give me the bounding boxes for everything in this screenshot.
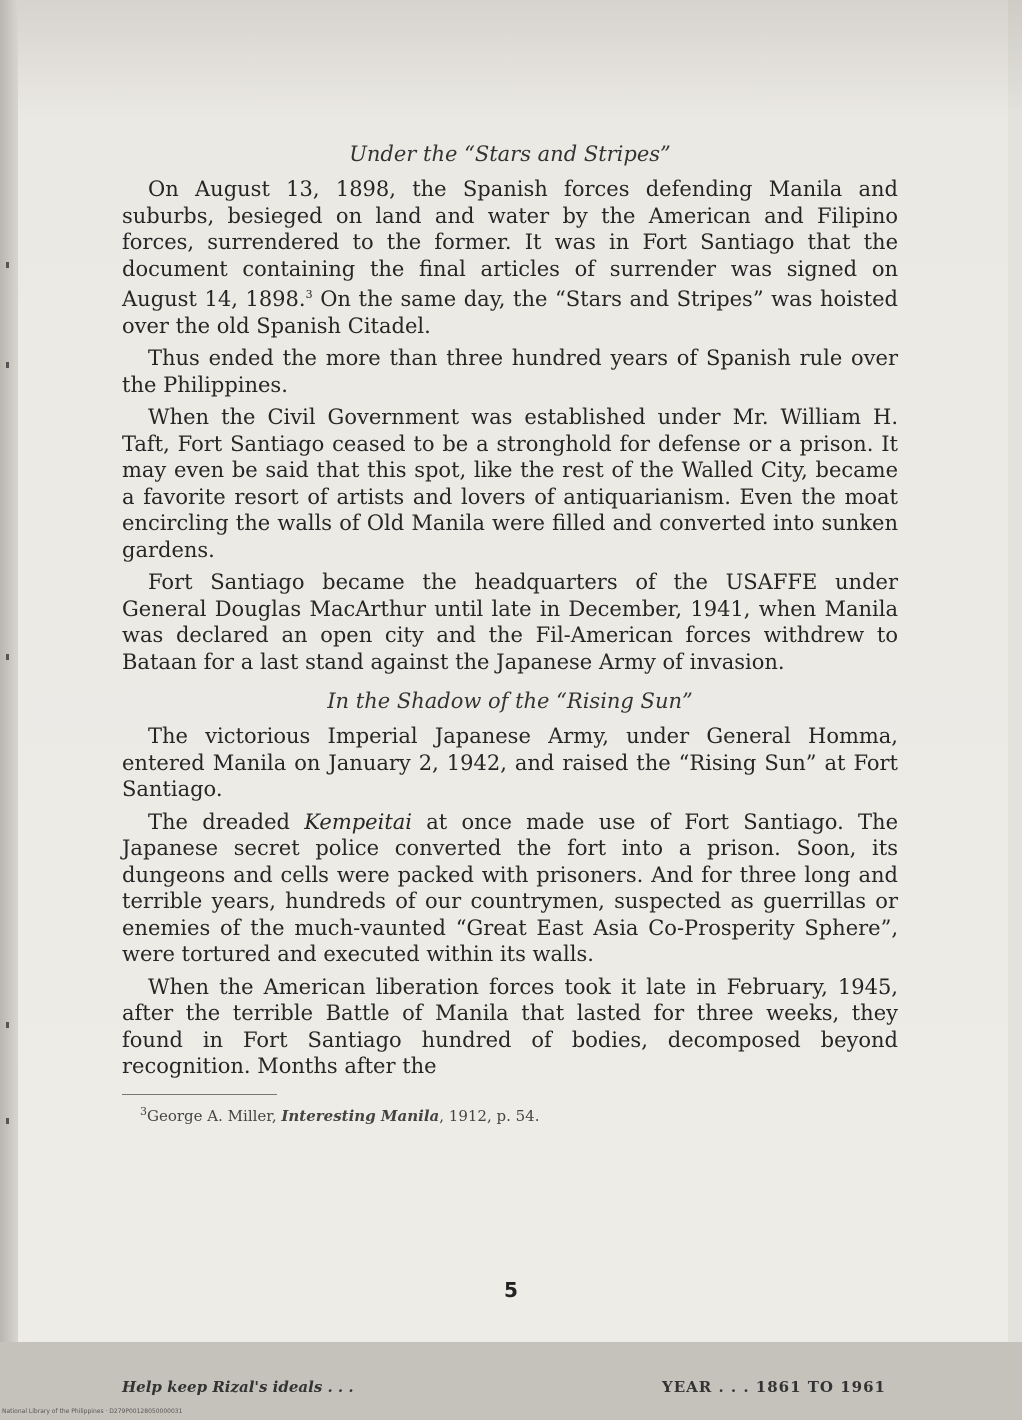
- footer-years: YEAR . . . 1861 TO 1961: [662, 1378, 886, 1396]
- paragraph-japanese-entry: The victorious Imperial Japanese Army, under General Homma, entered Manila on January 2, 1942, and raised the “Rising Sun” at Fort Santiago.: [122, 724, 898, 801]
- page-binding-edge: [0, 0, 18, 1420]
- page-number: 5: [504, 1278, 518, 1302]
- margin-mark: [6, 362, 9, 368]
- footnote-details: , 1912, p. 54.: [439, 1106, 540, 1125]
- section-heading-rising-sun: In the Shadow of the “Rising Sun”: [327, 689, 693, 713]
- paragraph-civil-government: When the Civil Government was established under Mr. William H. Taft, Fort Santiago ceased to be a stronghold for defense or a prison. It may even be said that this spot, like the rest of the Walled City, became a favorite resort of artists and lovers of antiquarianism. Even the moat encircling the walls of Old Manila were filled and converted into sunken gardens.: [122, 405, 898, 562]
- paragraph-usaffe: Fort Santiago became the headquarters of the USAFFE under General Douglas MacArthur until late in December, 1941, when Manila was declared an open city and the Fil-American forces withdrew to Bataan for a last stand against the Japanese Army of invasion.: [122, 570, 898, 674]
- paragraph-surrender: [122, 176, 898, 339]
- paragraph-kempeitai: [122, 809, 898, 968]
- scan-credit: National Library of the Philippines · D279P00128050000031: [2, 1408, 183, 1415]
- margin-mark: [6, 262, 9, 268]
- footnote-author: George A. Miller,: [147, 1106, 282, 1125]
- footer-slogan: Help keep Rizal's ideals . . .: [122, 1378, 354, 1396]
- footnote-title: Interesting Manila: [281, 1106, 440, 1125]
- emphasis-kempeitai: Kempeitai: [304, 809, 412, 834]
- footnote-divider: [122, 1094, 277, 1095]
- footnote-marker: 3: [140, 1104, 147, 1118]
- paragraph-end-spanish-rule: Thus ended the more than three hundred years of Spanish rule over the Philippines.: [122, 346, 898, 397]
- page-content: [122, 142, 898, 1125]
- paragraph-text: The dreaded: [148, 809, 305, 834]
- footnote: [122, 1105, 898, 1125]
- paragraph-text: at once made use of Fort Santiago. The Japanese secret police converted the fort into a prison. Soon, its dungeons and cells were packed with prisoners. And for three long and terrible years, hundreds of our countrymen, suspected as guerrillas or enemies of the much-vaunted “Great East Asia Co-Prosperity Sphere”, were tortured and executed within its walls.: [122, 809, 898, 966]
- margin-mark: [6, 654, 9, 660]
- margin-mark: [6, 1022, 9, 1028]
- margin-mark: [6, 1118, 9, 1124]
- paragraph-text: On the same day, the “Stars and Stripes” was hoisted over the old Spanish Citadel.: [122, 287, 899, 338]
- section-heading-stars-and-stripes: Under the “Stars and Stripes”: [349, 142, 671, 166]
- paragraph-liberation: When the American liberation forces took it late in February, 1945, after the terrible Battle of Manila that lasted for three weeks, they found in Fort Santiago hundred of bodies, decomposed beyond recognition. Months after the: [122, 974, 898, 1078]
- paragraph-text: On August 13, 1898, the Spanish forces defending Manila and suburbs, besieged on land and water by the American and Filipino forces, surrendered to the former. It was in Fort Santiago that the document containing the final articles of surrender was signed on August 14, 1898.: [122, 177, 898, 311]
- footnote-reference: 3: [305, 288, 313, 301]
